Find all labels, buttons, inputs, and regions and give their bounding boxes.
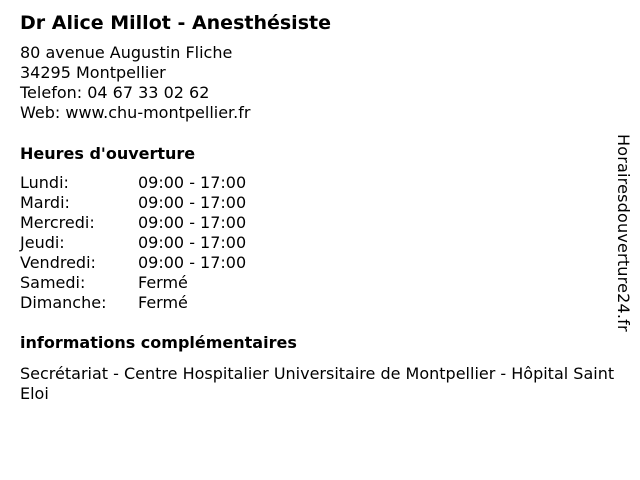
day-label: Samedi: bbox=[20, 273, 86, 292]
time-value: 09:00 - 17:00 bbox=[138, 213, 247, 232]
day-label: Dimanche: bbox=[20, 293, 107, 312]
opening-hours-table bbox=[20, 173, 615, 313]
day-label: Jeudi: bbox=[20, 233, 65, 252]
additional-info-text: Secrétariat - Centre Hospitalier Universitaire de Montpellier - Hôpital Saint Eloi bbox=[20, 364, 615, 403]
web-line: Web: www.chu-montpellier.fr bbox=[20, 103, 251, 122]
hours-row bbox=[20, 193, 615, 213]
day-label: Lundi: bbox=[20, 173, 69, 192]
city-line: 34295 Montpellier bbox=[20, 63, 166, 82]
hours-row bbox=[20, 173, 615, 193]
opening-hours-heading: Heures d'ouverture bbox=[20, 144, 196, 163]
day-label: Vendredi: bbox=[20, 253, 96, 272]
phone-line: Telefon: 04 67 33 02 62 bbox=[20, 83, 210, 102]
business-card bbox=[20, 10, 615, 404]
day-label: Mardi: bbox=[20, 193, 70, 212]
hours-row bbox=[20, 213, 615, 233]
page-title: Dr Alice Millot - Anesthésiste bbox=[20, 12, 331, 34]
time-value: 09:00 - 17:00 bbox=[138, 193, 247, 212]
time-value: Fermé bbox=[138, 293, 188, 312]
site-watermark: Horairesdouverture24.fr bbox=[614, 134, 633, 332]
time-value: 09:00 - 17:00 bbox=[138, 233, 247, 252]
time-value: 09:00 - 17:00 bbox=[138, 173, 247, 192]
time-value: 09:00 - 17:00 bbox=[138, 253, 247, 272]
hours-row bbox=[20, 253, 615, 273]
hours-row bbox=[20, 233, 615, 253]
additional-info-heading: informations complémentaires bbox=[20, 333, 297, 352]
day-label: Mercredi: bbox=[20, 213, 95, 232]
hours-row bbox=[20, 293, 615, 313]
time-value: Fermé bbox=[138, 273, 188, 292]
hours-row bbox=[20, 273, 615, 293]
street-address: 80 avenue Augustin Fliche bbox=[20, 43, 233, 62]
address-block bbox=[20, 43, 615, 123]
